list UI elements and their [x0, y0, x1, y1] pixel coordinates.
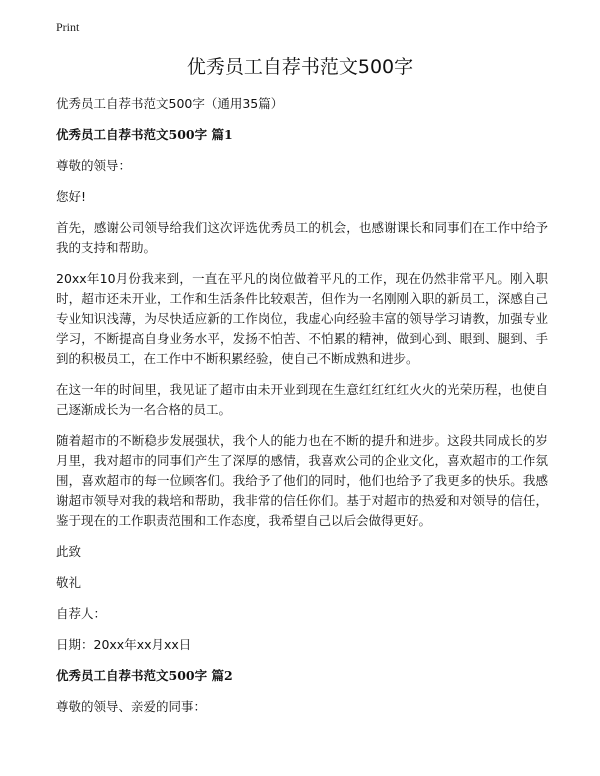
closing-line-1: 此致 — [56, 544, 82, 559]
salutation-2: 尊敬的领导、亲爱的同事： — [56, 699, 207, 714]
paragraph-2: 20xx年10月份我来到，一直在平凡的岗位做着平凡的工作，现在仍然非常平凡。刚入职时，超市还未开业，工作和生活条件比较艰苦，但作为一名刚刚入职的新员工，深感自己专业知识浅薄，为尽快适应新的工作岗位，我虚心向经验丰富的领导学习请教，加强专业学习，不断提高自身业务水平，发扬不怕苦、不怕累的精神，做到心到、眼到、腿到、手到的积极员工，在工作中不断积累经验，使自己不断成熟和进步。 — [56, 271, 548, 366]
paragraph-1: 首先，感谢公司领导给我们这次评选优秀员工的机会，也感谢课长和同事们在工作中给予我的支持和帮助。 — [56, 220, 548, 255]
section-heading-1: 优秀员工自荐书范文500字 篇1 — [56, 127, 233, 142]
signature-line: 自荐人： — [56, 606, 107, 621]
document-body — [56, 94, 548, 728]
greeting: 您好! — [56, 189, 87, 204]
paragraph-4: 随着超市的不断稳步发展强状，我个人的能力也在不断的提升和进步。这段共同成长的岁月里，我对超市的同事们产生了深厚的感情，我喜欢公司的企业文化，喜欢超市的工作氛围，喜欢超市的每一位顾客们。我给予了他们的同时，他们也给予了我更多的快乐。我感谢超市领导对我的栽培和帮助，我非常的信任你们。基于对超市的热爱和对领导的信任，鉴于现在的工作职责范围和工作态度，我希望自己以后会做得更好。 — [56, 433, 548, 528]
section-heading-2: 优秀员工自荐书范文500字 篇2 — [56, 668, 233, 683]
print-link[interactable]: Print — [56, 20, 80, 34]
paragraph-3: 在这一年的时间里，我见证了超市由未开业到现在生意红红红红火火的光荣历程，也使自己逐渐成长为一名合格的员工。 — [56, 382, 548, 417]
document-subtitle: 优秀员工自荐书范文500字（通用35篇） — [56, 96, 284, 111]
date-line: 日期：20xx年xx月xx日 — [56, 637, 192, 652]
page-title: 优秀员工自荐书范文500字 — [186, 56, 414, 78]
closing-line-2: 敬礼 — [56, 575, 82, 590]
salutation: 尊敬的领导： — [56, 158, 132, 173]
